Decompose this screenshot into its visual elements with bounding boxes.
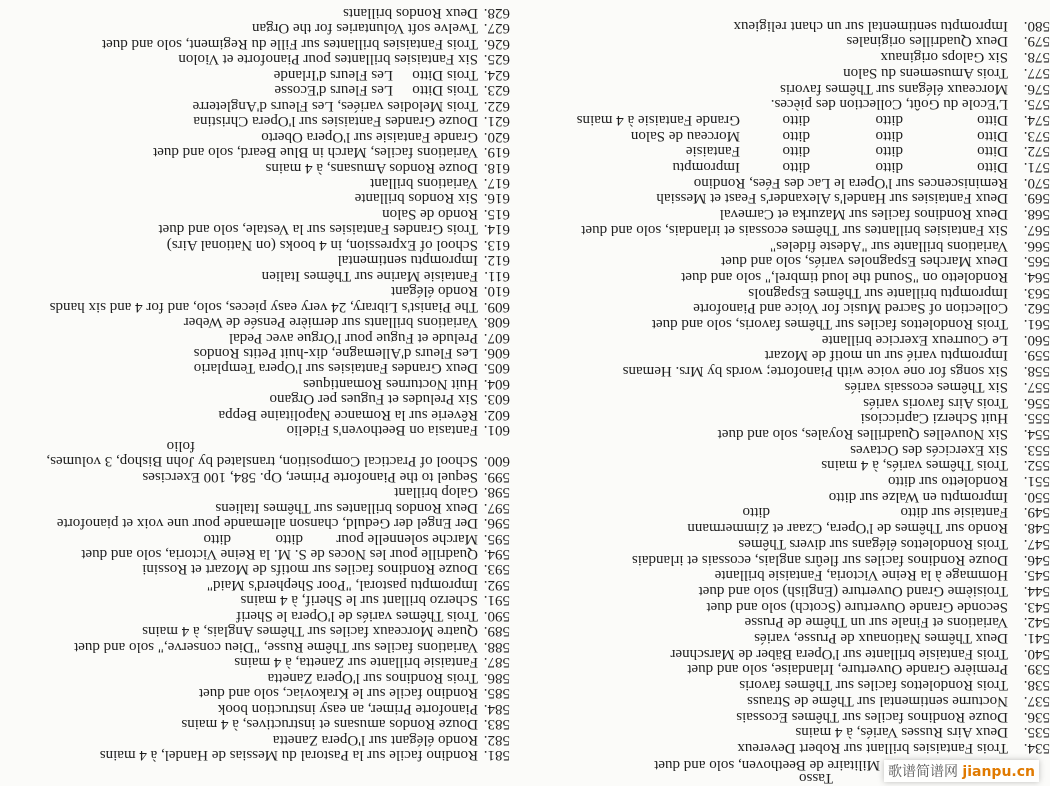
entry-title: Ditto	[977, 127, 1008, 144]
entry-title: Reminiscences sur l'Opera le Lac des Fées, Rondino	[693, 174, 1008, 191]
entry-title: Hommage à la Reine Victoria, Fantaisie brillante	[714, 567, 1008, 584]
entry-number: 618.	[483, 159, 510, 176]
entry-continuation: folio	[166, 437, 195, 454]
entry-number: 585.	[483, 685, 510, 702]
entry-title: Impromptu varié sur un motif de Mozart	[764, 347, 1008, 364]
entry-title: Six Nouvelles Quadrilles Royales, solo and duet	[717, 426, 1008, 442]
entry-title: Rondo élégant	[390, 283, 478, 300]
entry-number: 555.	[1023, 410, 1050, 427]
entry-number: 564.	[1023, 269, 1050, 285]
entry-title: Quatre Morceaux faciles sur Thêmes Anglais, à 4 mains	[142, 623, 478, 640]
entry-title: ditto	[782, 127, 810, 144]
entry-number: 567.	[1023, 221, 1050, 238]
entry-number: 550.	[1023, 488, 1050, 505]
entry-number: 598.	[483, 484, 510, 501]
entry-number: 627.	[483, 20, 510, 37]
entry-number: 621.	[483, 113, 510, 130]
entry-title: Variations brillant	[370, 174, 478, 191]
entry-number: 600.	[483, 453, 510, 470]
entry-number: 610.	[483, 283, 510, 300]
entry-title: Quadrille pour les Noces de S. M. la Reine Victoria, solo and duet	[81, 546, 478, 563]
entry-title: Trois Fantaisie brillante sur l'Opera Bäber de Marschner	[670, 645, 1008, 662]
entry-number: 612.	[483, 252, 510, 269]
entry-title: Les Fleurs d'Ecosse	[274, 82, 393, 99]
entry-title: Impromptu brillante sur Thêmes Espagnols	[748, 284, 1008, 301]
entry-title: Fantaisie brillante sur Zanetta, à 4 mains	[234, 654, 478, 671]
entry-title: School of Expression, in 4 books (on National Airs)	[166, 236, 478, 253]
entry-title: ditto	[782, 112, 810, 128]
entry-number: 613.	[483, 236, 510, 253]
entry-title: Les Fleurs d'Irlande	[273, 66, 393, 83]
entry-number: 544.	[1023, 583, 1050, 599]
entry-title: Seconde Grande Ouverture (Scotch) solo and duet	[706, 598, 1008, 615]
entry-title: Douze Grandes Fantaisies sur l'Opera Christina	[193, 113, 478, 130]
continuation-line: Militaire de Beethoven, solo and duet	[654, 757, 880, 773]
entry-number: 574.	[1023, 112, 1050, 128]
entry-title: Trois Rondinos sur l'Opera Zanetta	[267, 669, 478, 686]
entry-title: ditto	[742, 504, 770, 521]
entry-number: 602.	[483, 406, 510, 423]
entry-title: Trois Airs favoris variés	[863, 394, 1008, 411]
entry-title: Deux Rondos brillantes sur Thêmes Italiens	[215, 499, 478, 516]
entry-number: 552.	[1023, 457, 1050, 474]
entry-title: ditto	[875, 159, 903, 176]
entry-title: Trois Rondolettos élégans sur divers Thêmes	[738, 535, 1008, 552]
entry-title: Sequel to the Pianoforte Primer, Op. 584, 100 Exercises	[142, 468, 478, 485]
watermark-en: jianpu.cn	[962, 764, 1035, 780]
entry-title: Fantaisie sur ditto	[900, 504, 1008, 521]
entry-number: 558.	[1023, 363, 1050, 380]
entry-number: 539.	[1023, 661, 1050, 678]
entry-title: Trois Ditto	[412, 82, 478, 99]
entry-number: 572.	[1023, 143, 1050, 160]
entry-number: 619.	[483, 144, 510, 161]
entry-number: 579.	[1023, 33, 1050, 50]
entry-title: Marche solennelle pour	[336, 530, 478, 547]
entry-title: Rondoletto on "Sound the loud timbrel," solo and duet	[681, 269, 1008, 285]
watermark-logo	[884, 760, 1039, 782]
entry-number: 596.	[483, 515, 510, 532]
entry-number: 592.	[483, 576, 510, 593]
entry-title: Twelve soft Voluntaries for the Organ	[252, 20, 478, 37]
entry-title: Variations brillante sur "Adeste fideles"	[769, 237, 1008, 254]
entry-number: 593.	[483, 561, 510, 578]
entry-title: Impromptu en Walze sur ditto	[828, 488, 1008, 505]
entry-title: Six Thêmes ecossais variés	[844, 378, 1008, 395]
entry-number: 570.	[1023, 174, 1050, 191]
entry-title: Fantasia on Beethoven's Fidelio	[286, 422, 478, 439]
entry-number: 575.	[1023, 96, 1050, 113]
entry-title: Douze Rondinos faciles sur Thêmes Ecossais	[736, 708, 1008, 725]
entry-title: Rondo de Salon	[382, 205, 478, 222]
entry-number: 545.	[1023, 567, 1050, 584]
entry-number: 591.	[483, 592, 510, 609]
entry-title: Troisième Grand Ouverture (English) solo and duet	[698, 583, 1008, 599]
entry-title: Impromptu sentimental	[337, 252, 478, 269]
entry-number: 549.	[1023, 504, 1050, 521]
entry-number: 582.	[483, 731, 510, 748]
entry-number: 559.	[1023, 347, 1050, 364]
entry-number: 607.	[483, 329, 510, 346]
entry-title: Huit Nocturnes Romantiques	[303, 375, 478, 392]
entry-number: 563.	[1023, 284, 1050, 301]
entry-title: Scherzo brillant sur le Sherif, à 4 mains	[240, 592, 478, 609]
entry-number: 560.	[1023, 331, 1050, 348]
entry-title: Trois Ditto	[412, 66, 478, 83]
entry-number: 534.	[1023, 740, 1050, 756]
entry-number: 553.	[1023, 441, 1050, 458]
entry-number: 603.	[483, 391, 510, 408]
entry-title: Fantaisie	[685, 143, 740, 160]
entry-title: ditto	[875, 112, 903, 128]
entry-number: 616.	[483, 190, 510, 207]
entry-title: Six Fantaisies brillantes pour Pianoforte et Violon	[178, 51, 478, 68]
entry-title: Deux Rondinos faciles sur Mazurka et Carneval	[719, 206, 1008, 223]
entry-title: Trois Melodies variées, Les Fleurs d'Angleterre	[192, 97, 478, 114]
entry-title: ditto	[875, 127, 903, 144]
entry-number: 562.	[1023, 300, 1050, 317]
entry-title: Trois Fantaisies brillant sur Robert Devereux	[737, 740, 1008, 756]
entry-number: 605.	[483, 360, 510, 377]
entry-title: Trois Rondolettos faciles sur Thêmes favoris, solo and duet	[651, 316, 1008, 333]
entry-title: Rêverie sur la Romance Napolitaine Beppa	[218, 406, 478, 423]
entry-number: 548.	[1023, 520, 1050, 537]
entry-number: 586.	[483, 669, 510, 686]
entry-title: Rondo élégant sur l'Opera Zanetta	[272, 731, 478, 748]
entry-title: Douze Rondos Amusans, à 4 mains	[265, 159, 478, 176]
entry-number: 594.	[483, 546, 510, 563]
entry-title: Rondo sur Thêmes de l'Opera, Czaar et Zimmermann	[687, 520, 1008, 537]
entry-title: Six Exercicés des Octaves	[850, 441, 1008, 458]
entry-title: Morceau de Salon	[630, 127, 740, 144]
entry-number: 611.	[484, 267, 510, 284]
entry-number: 624.	[483, 66, 510, 83]
entry-title: Deux Rondos brillants	[343, 4, 478, 21]
entry-title: Première Grande Ouverture, Irlandaise, solo and duet	[687, 661, 1008, 678]
entry-title: ditto	[782, 143, 810, 160]
entry-title: Grande Fantaisie sur l'Opera Oberto	[261, 128, 478, 145]
entry-title: Le Courreux Exercice brillante	[821, 331, 1008, 348]
entry-title: Ditto	[977, 112, 1008, 128]
entry-number: 571.	[1023, 159, 1050, 176]
entry-title: Trois Thêmes variés de l'Opera le Sherif	[236, 607, 478, 624]
entry-number: 617.	[483, 174, 510, 191]
entry-number: 540.	[1023, 645, 1050, 662]
entry-number: 601.	[483, 422, 510, 439]
entry-number: 569.	[1023, 190, 1050, 207]
entry-title: Les Fleurs d'Allemagne, dix-huit Petits Rondos	[193, 345, 478, 362]
entry-number: 578.	[1023, 49, 1050, 66]
entry-number: 537.	[1023, 692, 1050, 709]
entry-title: School of Practical Composition, translated by John Bishop, 3 volumes,	[46, 453, 478, 470]
entry-number: 565.	[1023, 253, 1050, 270]
entry-title: Impromptu sentimental sur un chant religieux	[733, 17, 1008, 34]
entry-title: Pianoforte Primer, an easy instruction book	[217, 700, 478, 717]
entry-title: Six Fantaisies brillantes sur Thêmes ecossais et irlandais, solo and duet	[581, 221, 1008, 238]
entry-title: Variations brillants sur dernière Pensée de Weber	[183, 314, 478, 331]
entry-number: 597.	[483, 499, 510, 516]
entry-title: Prelude et Fugue pour l'Orgue avec Pedal	[228, 329, 478, 346]
entry-number: 595.	[483, 530, 510, 547]
entry-title: Deux Fantaisies sur Handel's Alexander's Feast et Messiah	[656, 190, 1008, 207]
entry-title: Six Rondos brillante	[354, 190, 478, 207]
entry-number: 606.	[483, 345, 510, 362]
entry-title: Douze Rondinos faciles sur motifs de Mozart et Rossini	[142, 561, 478, 578]
entry-title: Six Galops originaux	[880, 49, 1008, 66]
entry-title: ditto	[875, 143, 903, 160]
entry-number: 628.	[483, 4, 510, 21]
entry-number: 625.	[483, 51, 510, 68]
entry-number: 590.	[483, 607, 510, 624]
entry-number: 568.	[1023, 206, 1050, 223]
entry-title: Morceaux élégans sur Thêmes favoris	[780, 80, 1008, 97]
entry-number: 547.	[1023, 535, 1050, 552]
entry-number: 599.	[483, 468, 510, 485]
entry-title: ditto	[275, 530, 303, 547]
entry-number: 535.	[1023, 724, 1050, 741]
entry-number: 608.	[483, 314, 510, 331]
entry-number: 576.	[1023, 80, 1050, 97]
watermark-cn: 歌谱简谱网	[887, 764, 958, 780]
entry-title: Impromptu	[672, 159, 740, 176]
entry-number: 561.	[1023, 316, 1050, 333]
entry-number: 583.	[483, 716, 510, 733]
entry-title: Variations faciles, March in Blue Beard, solo and duet	[153, 144, 478, 161]
entry-number: 541.	[1023, 630, 1050, 647]
entry-number: 604.	[483, 375, 510, 392]
entry-number: 588.	[483, 638, 510, 655]
entry-title: Galop brillant	[394, 484, 478, 501]
entry-title: Variations faciles sur Thême Russe, "Dieu conserve," solo and duet	[74, 638, 478, 655]
entry-title: Huit Scherzi Capricciosi	[860, 410, 1008, 427]
entry-number: 609.	[483, 298, 510, 315]
entry-number: 538.	[1023, 677, 1050, 694]
entry-title: Trois Rondolettos faciles sur Thêmes favoris	[739, 677, 1008, 694]
entry-number: 615.	[483, 205, 510, 222]
entry-title: The Pianist's Library, 24 very easy pieces, solo, and for 4 and six hands	[49, 298, 478, 315]
entry-number: 543.	[1023, 598, 1050, 615]
entry-title: Rondino facile sur la Pastoral du Messias de Handel, à 4 mains	[99, 747, 478, 763]
entry-title: Six songs for one voice with Pianoforte; words by Mrs. Hemans	[622, 363, 1008, 380]
entry-title: Impromptu pastoral, "Poor Shepherd's Maid"	[206, 576, 478, 593]
entry-title: Grande Fantaisie à 4 mains	[576, 112, 740, 128]
entry-title: Douze Rondos amusans et instructives, à 4 mains	[181, 716, 478, 733]
entry-title: Six Preludes et Fugues per Organo	[269, 391, 478, 408]
entry-number: 556.	[1023, 394, 1050, 411]
entry-number: 620.	[483, 128, 510, 145]
entry-number: 587.	[483, 654, 510, 671]
entry-title: ditto	[203, 530, 231, 547]
entry-number: 584.	[483, 700, 510, 717]
entry-title: Collection of Sacred Music for Voice and Pianoforte	[693, 300, 1008, 317]
entry-number: 566.	[1023, 237, 1050, 254]
entry-title: Rondoletto sur ditto	[888, 473, 1008, 490]
entry-title: Ditto	[977, 159, 1008, 176]
entry-title: Der Engel der Geduld, chanson allemande pour une voix et pianoforte	[56, 515, 478, 532]
entry-title: Trois Thêmes variés, à 4 mains	[821, 457, 1008, 474]
entry-number: 626.	[483, 35, 510, 52]
entry-title: Deux Airs Russes Variés, à 4 mains	[795, 724, 1008, 741]
entry-title: Deux Marches Espagnoles variés, solo and duet	[720, 253, 1008, 270]
entry-title: L'Ecole du Goût, Collection des pièces.	[770, 96, 1008, 113]
entry-number: 557.	[1023, 378, 1050, 395]
entry-title: Ditto	[977, 143, 1008, 160]
entry-title: Variations et Finale sur un Thême de Prusse	[744, 614, 1008, 631]
entry-number: 623.	[483, 82, 510, 99]
entry-number: 546.	[1023, 551, 1050, 568]
entry-title: Nocturne sentimental sur Thême de Strauss	[747, 692, 1008, 709]
entry-title: Deux Thêmes Nationaux de Prusse, variés	[754, 630, 1008, 647]
entry-title: Rondino facile sur le Krakoviac, solo and duet	[198, 685, 478, 702]
entry-title: Trois Grandes Fantaisies sur la Vestale, solo and duet	[158, 221, 478, 238]
entry-number: 573.	[1023, 127, 1050, 144]
entry-title: Deux Grandes Fantaisies sur l'Opera Templario	[193, 360, 478, 377]
entry-title: Trois Fantaisies brillantes sur Fille du Regiment, solo and duet	[101, 35, 478, 52]
entry-number: 589.	[483, 623, 510, 640]
entry-title: ditto	[782, 159, 810, 176]
entry-number: 536.	[1023, 708, 1050, 725]
entry-number: 577.	[1023, 64, 1050, 81]
entry-number: 551.	[1023, 473, 1050, 490]
entry-title: Deux Quadrilles originales	[846, 33, 1008, 50]
entry-title: Douze Rondinos faciles sur fleûrs anglais, ecossais et irlandais	[631, 551, 1008, 568]
entry-title: Trois Amusemens du Salon	[843, 64, 1008, 81]
entry-number: 581.	[483, 747, 510, 763]
entry-number: 614.	[483, 221, 510, 238]
entry-title: Fantaisie Marine sur Thêmes Italien	[261, 267, 478, 284]
entry-number: 542.	[1023, 614, 1050, 631]
entry-number: 580.	[1023, 17, 1050, 34]
continuation-line: Tasso	[799, 770, 833, 786]
entry-number: 622.	[483, 97, 510, 114]
entry-number: 554.	[1023, 426, 1050, 442]
